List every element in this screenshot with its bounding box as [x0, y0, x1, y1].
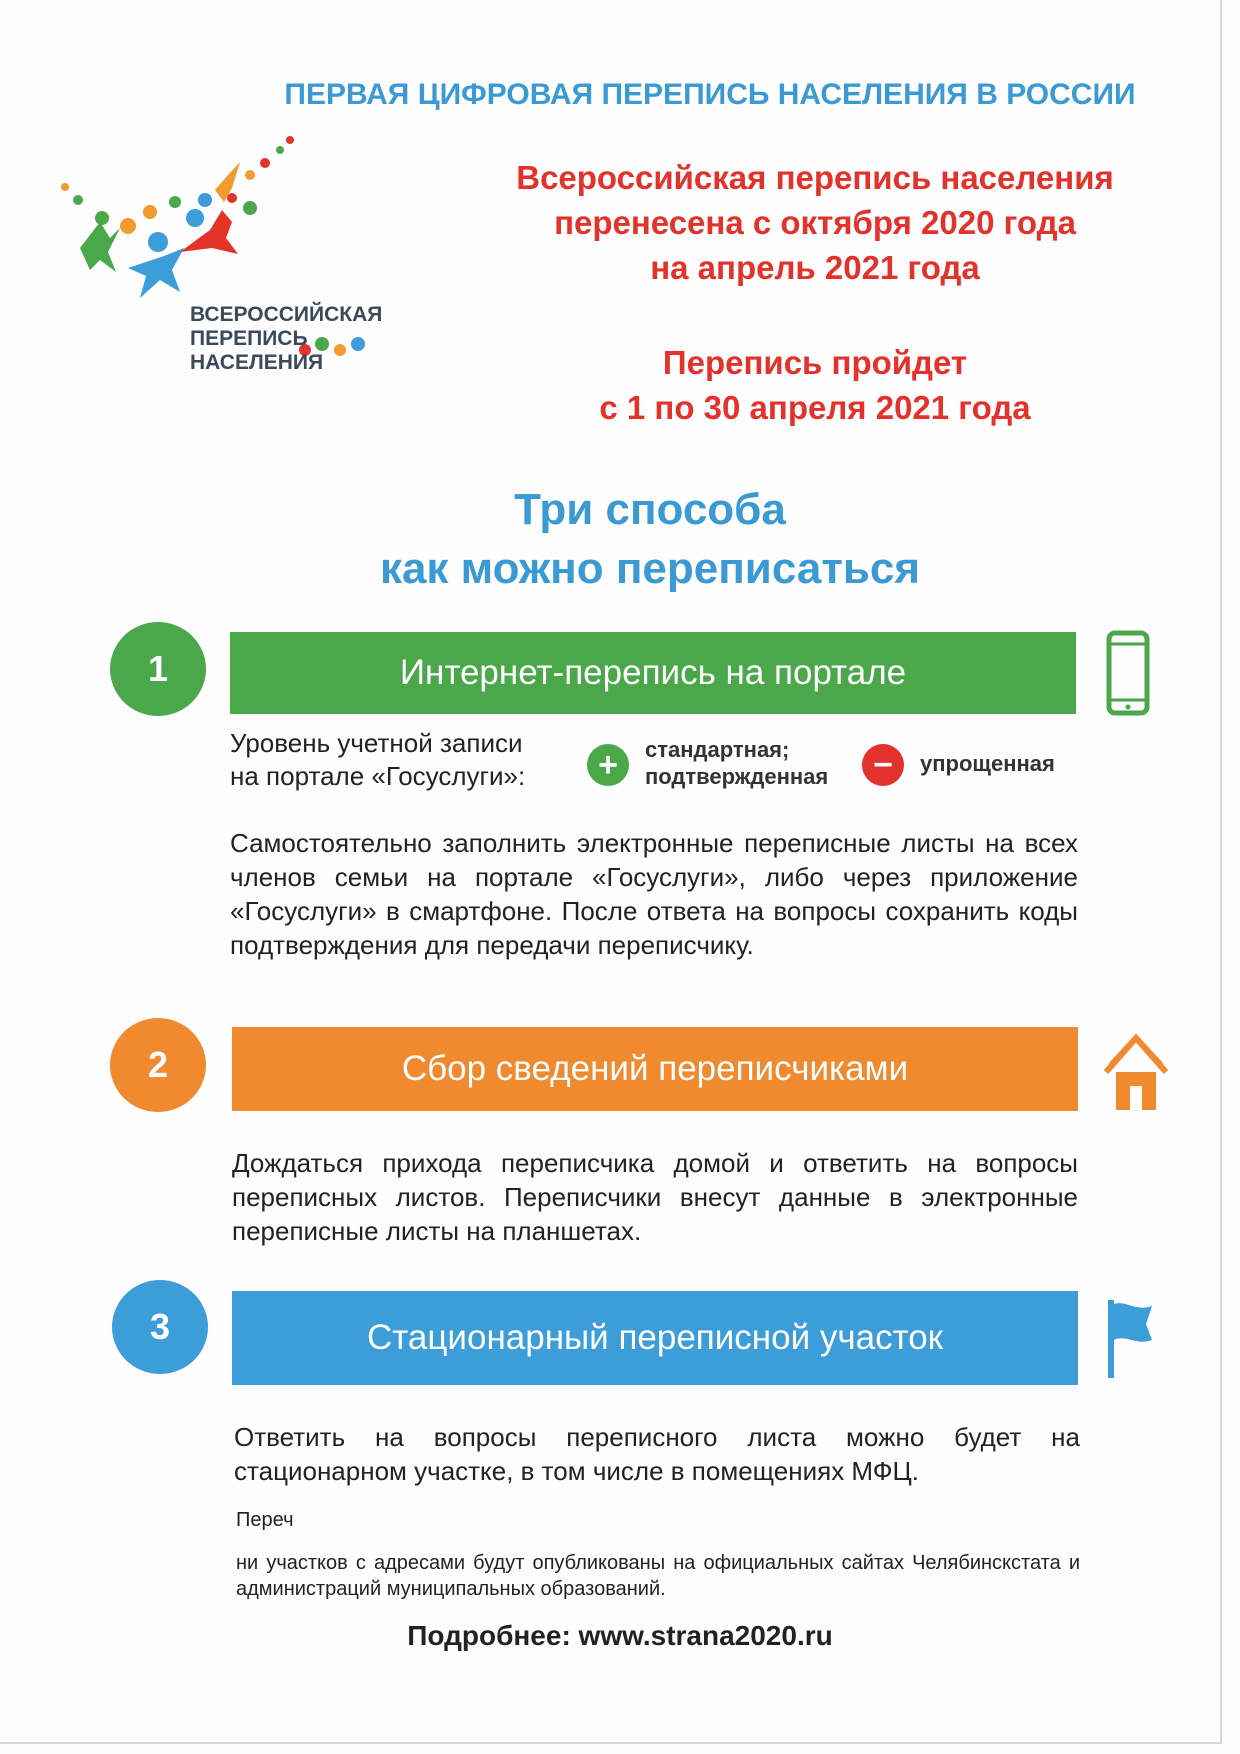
way3-description: Ответить на вопросы переписного листа можно будет на стационарном участке, в том числе в помещениях МФЦ.	[234, 1422, 1080, 1486]
postponed-line: на апрель 2021 года	[650, 249, 980, 286]
period-line: Перепись пройдет	[662, 344, 968, 381]
account-level-line: Уровень учетной записи	[230, 728, 523, 758]
ways-heading	[240, 480, 1060, 598]
way-number-badge: 1	[110, 622, 206, 716]
way-title-bar: Стационарный переписной участок	[232, 1291, 1078, 1385]
way2-description: Дождаться прихода переписчика домой и ответить на вопросы переписных листов. Переписчики внесут данные в электронные переписные листы на планшетах.	[232, 1148, 1078, 1246]
logo-line: НАСЕЛЕНИЯ	[190, 351, 324, 374]
note-text: ни участков с адресами будут опубликованы на официальных сайтах Челябинскстата и администраций муниципальных образований.	[236, 1552, 1080, 1600]
period-notice	[420, 340, 1210, 430]
way1-description: Самостоятельно заполнить электронные переписные листы на всех членов семьи на портале «Госуслуги», либо через приложение «Госуслуги» в смартфоне. После ответа на вопросы сохранить коды подтверждения для передачи переписчику.	[230, 828, 1078, 960]
level-simplified: упрощенная	[920, 751, 1055, 776]
more-info: Подробнее: www.strana2020.ru	[407, 1620, 833, 1651]
plus-icon: +	[587, 744, 629, 786]
house-icon	[1102, 1032, 1170, 1112]
ways-heading-line: Три способа	[514, 485, 786, 534]
note-fragment: Переч	[236, 1509, 294, 1531]
logo-line: ПЕРЕПИСЬ	[190, 327, 308, 350]
smartphone-icon	[1106, 630, 1150, 716]
way-title-bar: Интернет-перепись на портале	[230, 632, 1076, 714]
postponed-line: перенесена с октября 2020 года	[554, 204, 1076, 241]
way-number-badge: 2	[110, 1018, 206, 1112]
ways-heading-line: как можно переписаться	[379, 544, 921, 593]
account-level-line: на портале «Госуслуги»:	[230, 761, 526, 791]
postponed-line: Всероссийская перепись населения	[516, 159, 1114, 196]
flag-icon	[1106, 1298, 1156, 1380]
level-standard-line: подтвержденная	[645, 764, 829, 789]
logo-wordmark	[190, 303, 382, 375]
way-number-badge: 3	[112, 1280, 208, 1374]
way-title-bar: Сбор сведений переписчиками	[232, 1027, 1078, 1111]
postponed-notice	[420, 155, 1210, 290]
level-standard	[645, 736, 828, 790]
level-standard-line: стандартная;	[645, 737, 790, 762]
account-level-label	[230, 727, 525, 793]
minus-icon: −	[862, 744, 904, 786]
logo-line: ВСЕРОССИЙСКАЯ	[190, 303, 383, 326]
top-title: ПЕРВАЯ ЦИФРОВАЯ ПЕРЕПИСЬ НАСЕЛЕНИЯ В РОССИИ	[284, 78, 1136, 111]
period-line: с 1 по 30 апреля 2021 года	[599, 389, 1031, 426]
